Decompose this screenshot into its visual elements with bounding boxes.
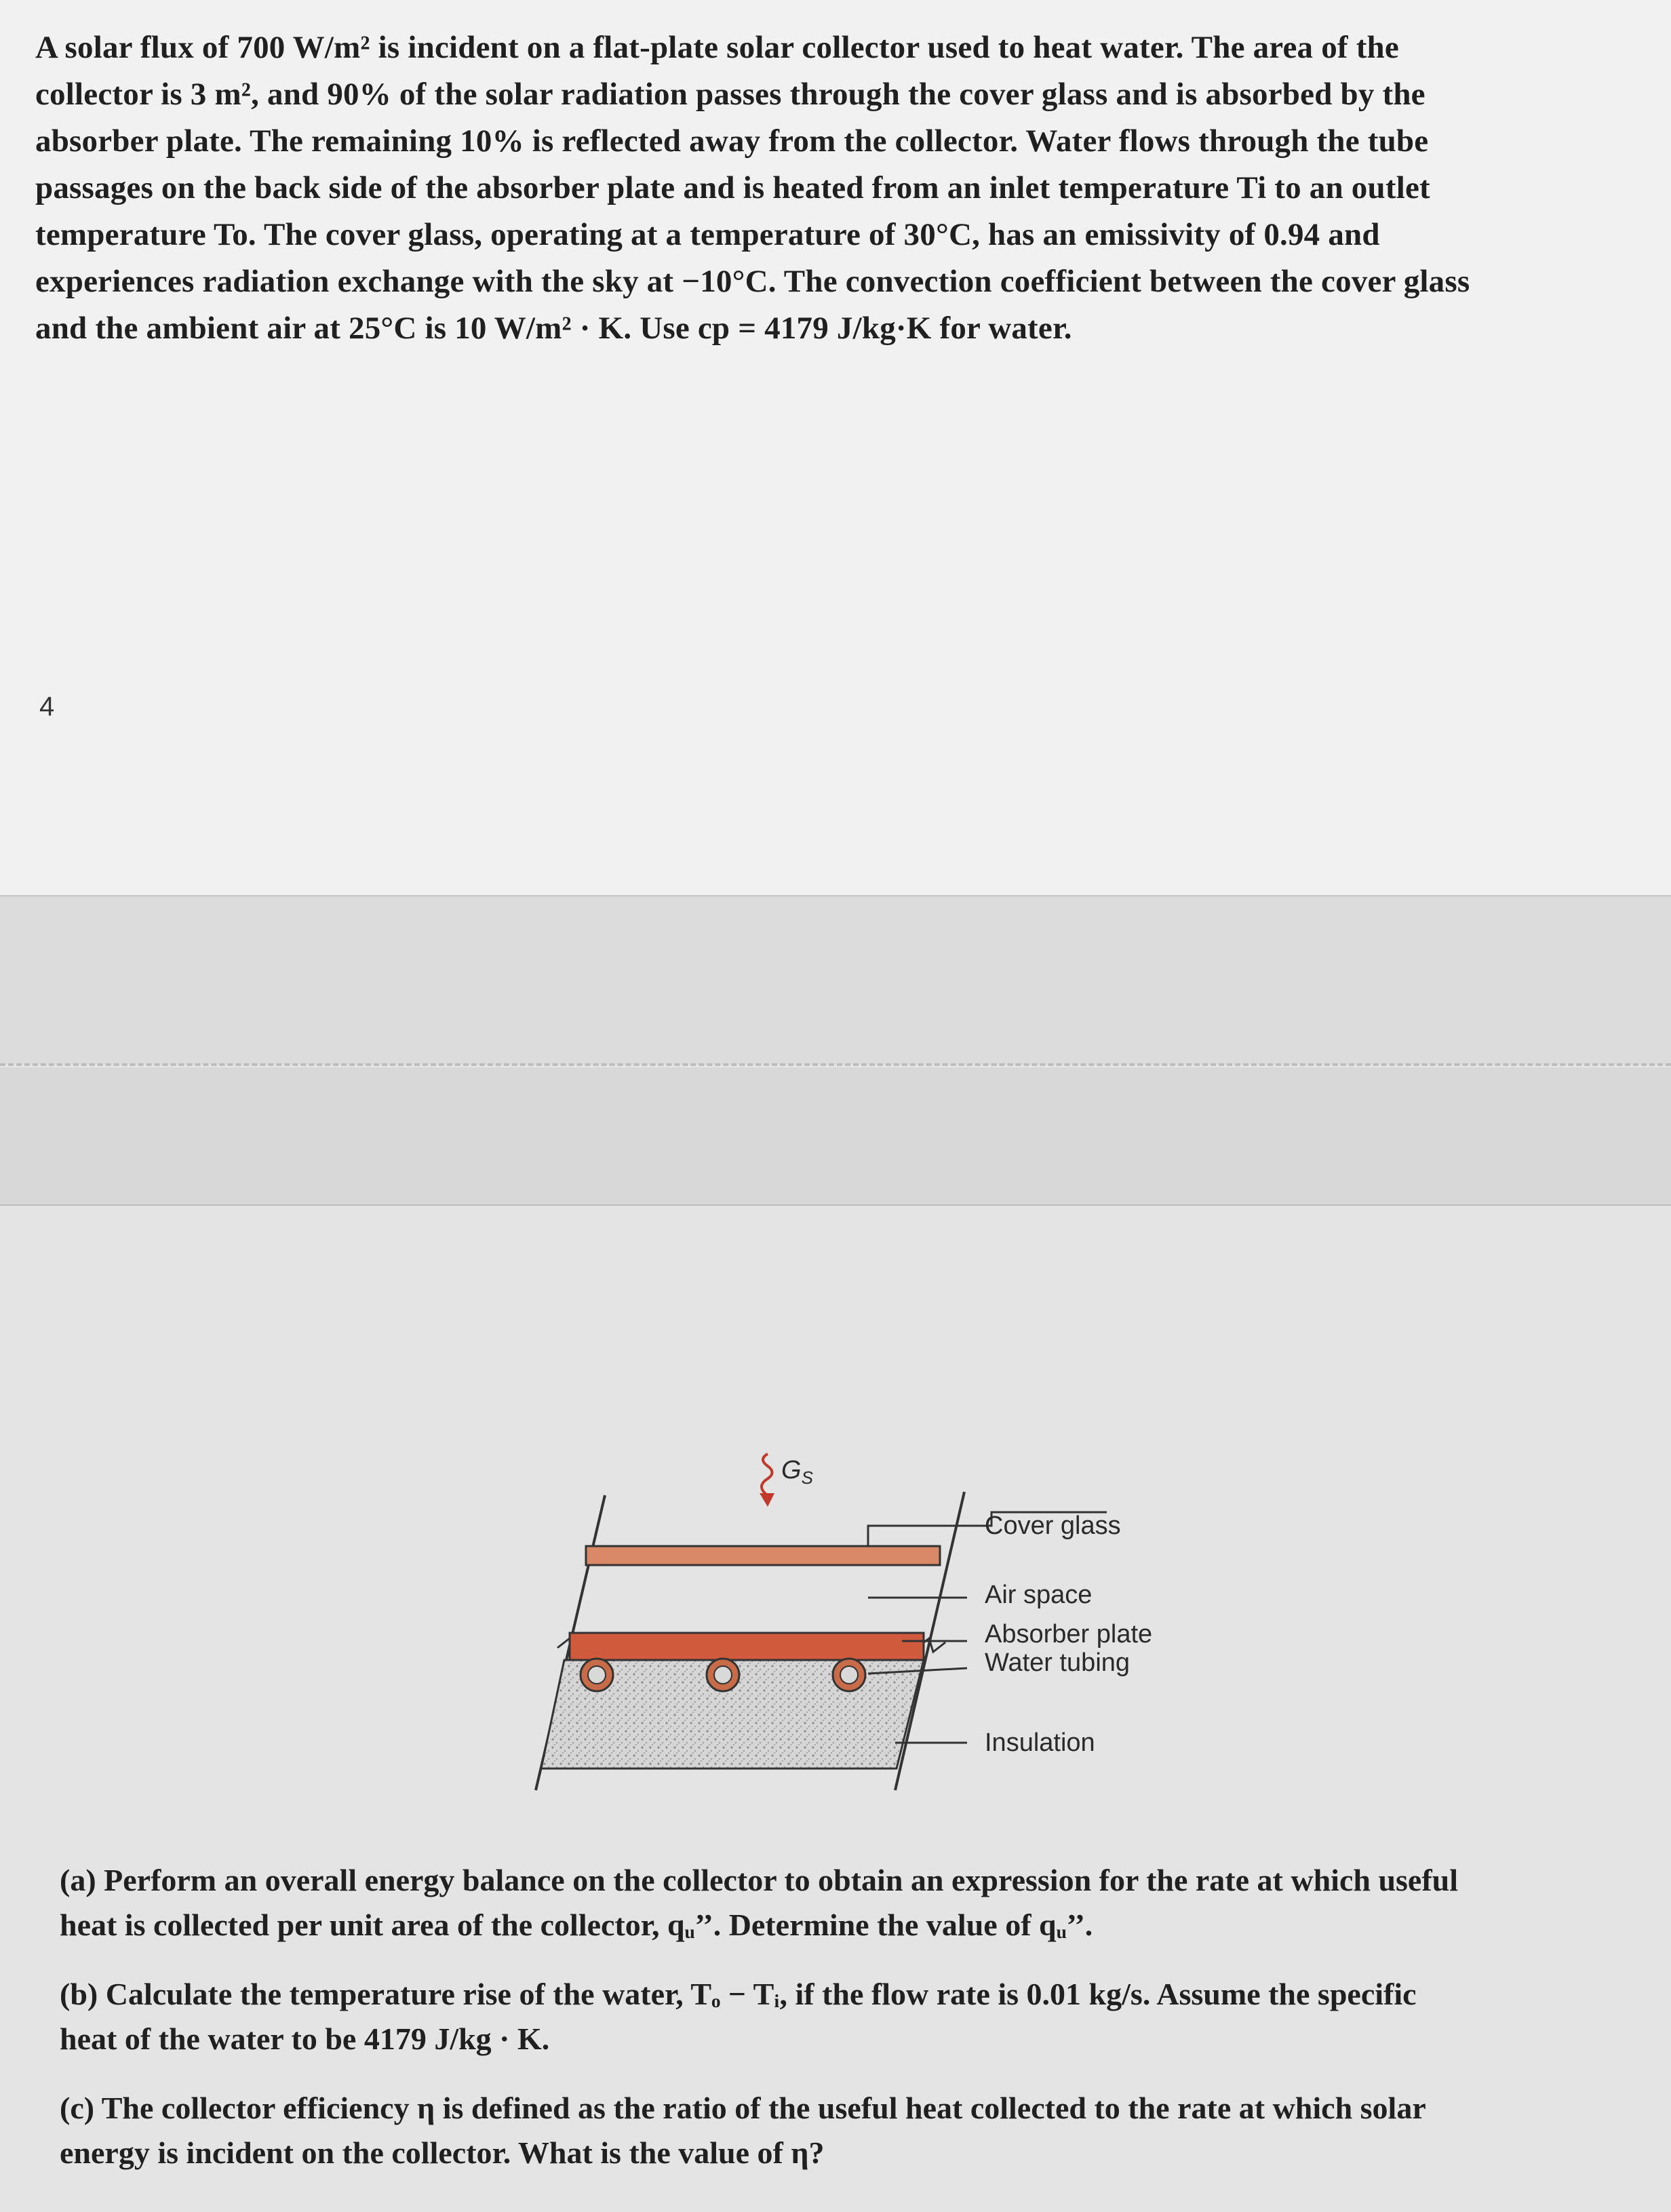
question-a <box>60 1858 1633 1948</box>
question-b-line1: (b) Calculate the temperature rise of the water, Tₒ − Tᵢ, if the flow rate is 0.01 kg/s. Assume the specific <box>60 1977 1417 2011</box>
question-b-line2: heat of the water to be 4179 J/kg · K. <box>60 2021 550 2056</box>
problem-panel <box>0 0 1671 895</box>
label-air-space: Air space <box>985 1581 1093 1609</box>
cover-glass <box>586 1546 940 1565</box>
problem-line: experiences radiation exchange with the sky at −10°C. The convection coefficient between the cover glass <box>35 264 1470 299</box>
problem-line: and the ambient air at 25°C is 10 W/m² · K. Use cp = 4179 J/kg·K for water. <box>35 311 1072 346</box>
problem-line: A solar flux of 700 W/m² is incident on a flat-plate solar collector used to heat water. The area of the <box>35 30 1399 65</box>
solar-collector-diagram <box>502 1444 1207 1824</box>
problem-line: collector is 3 m², and 90% of the solar radiation passes through the cover glass and is absorbed by the <box>35 77 1426 112</box>
question-number: 4 <box>39 692 55 722</box>
solar-flux-arrowhead <box>760 1493 774 1507</box>
water-tube <box>707 1659 739 1691</box>
questions <box>60 1858 1633 2200</box>
problem-line: passages on the back side of the absorber plate and is heated from an inlet temperature Ti to an outlet <box>35 170 1430 205</box>
problem-line: temperature To. The cover glass, operating at a temperature of 30°C, has an emissivity of 0.94 and <box>35 217 1380 252</box>
solar-flux-label: $G_S$ <box>781 1456 813 1488</box>
label-cover-glass: Cover glass <box>985 1512 1121 1540</box>
water-tube <box>833 1659 865 1691</box>
water-tube <box>581 1659 613 1691</box>
dashed-divider <box>0 1063 1671 1066</box>
absorber-plate <box>570 1633 924 1660</box>
question-a-line2: heat is collected per unit area of the collector, qᵤ’’. Determine the value of qᵤ’’. <box>60 1908 1093 1942</box>
label-absorber-plate: Absorber plate <box>985 1620 1153 1648</box>
question-c-line2: energy is incident on the collector. What is the value of η? <box>60 2135 825 2170</box>
label-insulation: Insulation <box>985 1729 1095 1757</box>
question-b <box>60 1972 1633 2061</box>
answer-area-upper[interactable] <box>0 895 1671 1065</box>
question-a-line1: (a) Perform an overall energy balance on the collector to obtain an expression for the rate at which useful <box>60 1863 1459 1897</box>
problem-line: absorber plate. The remaining 10% is reflected away from the collector. Water flows through the tube <box>35 123 1429 159</box>
label-water-tubing: Water tubing <box>985 1648 1131 1677</box>
question-c-line1: (c) The collector efficiency η is defined as the ratio of the useful heat collected to the rate at which solar <box>60 2091 1426 2125</box>
solar-flux-arrow <box>762 1454 772 1495</box>
answer-area-lower[interactable] <box>0 1067 1671 1206</box>
question-c <box>60 2086 1633 2175</box>
problem-statement <box>35 24 1649 352</box>
